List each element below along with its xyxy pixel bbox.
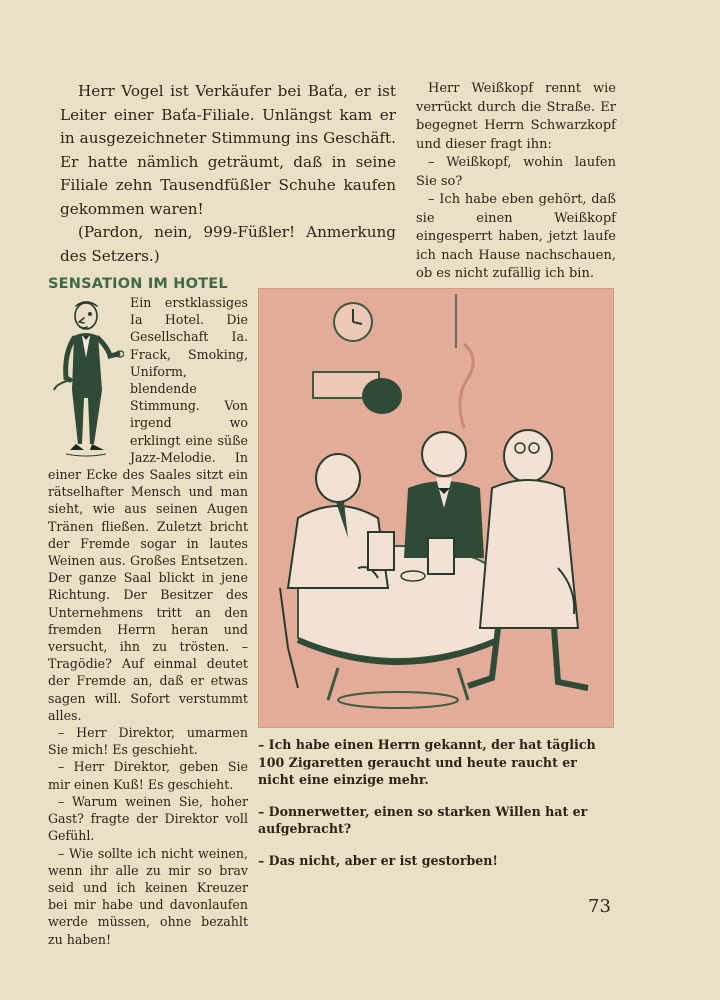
- hotel-story: [48, 294, 248, 948]
- hotel-story-paragraph-2: – Herr Direktor, umarmen Sie mich! Es geschieht.: [48, 725, 248, 758]
- caption-line-1: – Ich habe einen Herrn gekannt, der hat täglich 100 Zigaretten geraucht und heute raucht er nicht eine einzige mehr.: [258, 737, 596, 787]
- hotel-story-paragraph-1: Ein erstklassiges Ia Hotel. Die Gesellschaft Ia. Frack, Smoking, Uniform, blendende Stimmung. Von irgend wo erklingt eine süße Jazz-Melodie. In einer Ecke des Saales sitzt ein rätselhafter Mensch und man sieht, wie aus seinen Augen Tränen fließen. Zuletzt bricht der Fremde sogar in lautes Weinen aus. Großes Entsetzen. Der ganze Saal blickt in jene Richtung. Der Besitzer des Unternehmens tritt an den fremden Herrn heran und versucht, ihn zu trösten. – Tragödie? Auf einmal deutet der Fremde an, daß er etwas sagen will. Sofort verstummt alles.: [48, 295, 248, 723]
- weisskopf-story-paragraph-1: Herr Weißkopf rennt wie verrückt durch die Straße. Er begegnet Herrn Schwarzkopf und dieser fragt ihn:: [416, 81, 616, 152]
- weisskopf-story: [416, 80, 616, 284]
- cartoon-caption: [258, 736, 614, 883]
- hotel-story-paragraph-3: – Herr Direktor, geben Sie mir einen Kuß! Es geschieht.: [48, 759, 248, 792]
- wall-clock-icon: [334, 303, 372, 341]
- weisskopf-story-paragraph-2: – Weißkopf, wohin laufen Sie so?: [416, 155, 616, 189]
- vogel-story: [60, 80, 396, 268]
- hotel-story-heading: SENSATION IM HOTEL: [48, 276, 228, 292]
- vogel-story-paragraph-2: (Pardon, nein, 999-Füßler! Anmerkung des Setzers.): [60, 223, 396, 265]
- hotel-story-paragraph-4: – Warum weinen Sie, hoher Gast? fragte der Direktor voll Gefühl.: [48, 793, 248, 844]
- page-number: 73: [588, 896, 611, 917]
- weisskopf-story-paragraph-3: – Ich habe eben gehört, daß sie einen Weißkopf eingesperrt haben, jetzt laufe ich nach Hause nachschauen, ob es nicht zufällig ich bin.: [416, 192, 616, 281]
- vogel-story-paragraph-1: Herr Vogel ist Verkäufer bei Baťa, er ist Leiter einer Baťa-Filiale. Unlängst kam er in ausgezeichneter Stimmung ins Geschäft. Er hatte nämlich geträumt, daß in seine Filiale zehn Tausendfüßler Schuhe kaufen gekommen waren!: [60, 82, 396, 218]
- caption-line-2: – Donnerwetter, einen so starken Willen hat er aufgebracht?: [258, 803, 588, 836]
- caption-line-3: – Das nicht, aber er ist gestorben!: [258, 852, 498, 868]
- waiter-illustration: [46, 294, 124, 464]
- cartoon-illustration: [258, 288, 614, 728]
- hotel-story-paragraph-5: – Wie sollte ich nicht weinen, wenn ihr alle zu mir so brav seid und ich keinen Kreuzer bei mir habe und davonlaufen werde müssen, ohne bezahlt zu haben!: [48, 845, 248, 947]
